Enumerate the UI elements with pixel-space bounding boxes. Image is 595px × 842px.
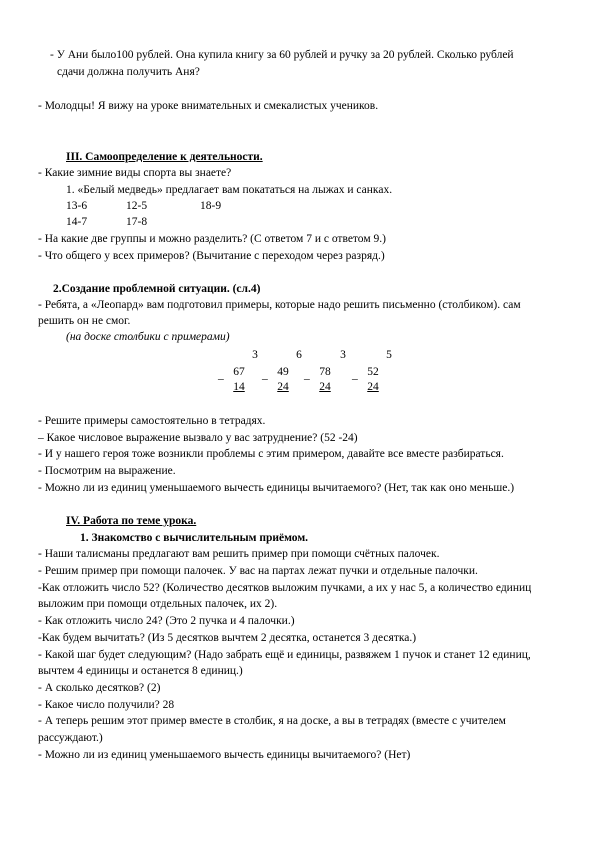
problem-line-solve: - Решите примеры самостоятельно в тетрадях. <box>38 415 266 427</box>
answer-digit-3: 3 <box>340 349 346 361</box>
problem-line-hero: - И у нашего героя тоже возникли проблемы с этим примером, давайте все вместе разбираться. <box>38 448 504 460</box>
example-18-9: 18-9 <box>200 200 222 212</box>
problem-situation-line-1: - Ребята, а «Леопард» вам подготовил примеры, которые надо решить письменно (столбиком). сам <box>38 299 521 311</box>
minus-sign-3: _ <box>304 369 310 381</box>
section-4-heading: IV. Работа по теме урока. <box>66 515 197 527</box>
section-3-question-2: - На какие две группы и можно разделить? (С ответом 7 и с ответом 9.) <box>38 233 386 245</box>
subtrahend-4: 24 <box>367 381 379 393</box>
section-4-line-10: - Какое число получили? 28 <box>38 699 175 711</box>
board-note: (на доске столбики с примерами) <box>66 331 230 343</box>
section-3-paragraph-1: 1. «Белый медведь» предлагает вам покататься на лыжах и санках. <box>66 184 393 196</box>
example-12-5: 12-5 <box>126 200 148 212</box>
section-4-line-13: - Можно ли из единиц уменьшаемого вычесть единицы вычитаемого? (Нет) <box>38 749 411 761</box>
example-17-8: 17-8 <box>126 216 148 228</box>
answer-digit-2: 6 <box>296 349 302 361</box>
section-4-line-4: выложим при помощи отдельных палочек, их 2). <box>38 598 278 610</box>
minuend-3: 78 <box>319 366 331 378</box>
minus-sign-1: _ <box>218 369 224 381</box>
section-3-heading: III. Самоопределение к деятельности. <box>66 151 263 163</box>
section-4-line-1: - Наши талисманы предлагают вам решить пример при помощи счётных палочек. <box>38 548 440 560</box>
section-4-line-6: -Как будем вычитать? (Из 5 десятков вычтем 2 десятка, останется 3 десятка.) <box>38 632 417 644</box>
section-4-line-11: - А теперь решим этот пример вместе в столбик, я на доске, а вы в тетрадях (вместе с учителем <box>38 715 506 727</box>
section-3-question-3: - Что общего у всех примеров? (Вычитание с переходом через разряд.) <box>38 250 385 262</box>
problem-situation-line-2: решить он не смог. <box>38 315 131 327</box>
example-14-7: 14-7 <box>66 216 88 228</box>
minus-sign-2: _ <box>262 369 268 381</box>
section-4-line-9: - А сколько десятков? (2) <box>38 682 161 694</box>
example-13-6: 13-6 <box>66 200 88 212</box>
minus-sign-4: _ <box>352 369 358 381</box>
section-4-line-2: - Решим пример при помощи палочек. У вас на партах лежат пучки и отдельные палочки. <box>38 565 478 577</box>
section-4-line-3: -Как отложить число 52? (Количество десятков выложим пучками, а их у нас 5, а количество единиц <box>38 582 532 594</box>
subtrahend-2: 24 <box>277 381 289 393</box>
section-4-subheading: 1. Знакомство с вычислительным приёмом. <box>80 532 309 544</box>
section-4-line-12: рассуждают.) <box>38 732 103 744</box>
minuend-1: 67 <box>233 366 245 378</box>
section-4-line-5: - Как отложить число 24? (Это 2 пучка и 4 палочки.) <box>38 615 295 627</box>
minuend-4: 52 <box>367 366 379 378</box>
praise-line: - Молодцы! Я вижу на уроке внимательных и смекалистых учеников. <box>38 100 379 112</box>
subtrahend-1: 14 <box>233 381 245 393</box>
section-3-question-1: - Какие зимние виды спорта вы знаете? <box>38 167 232 179</box>
problem-line-look: - Посмотрим на выражение. <box>38 465 176 477</box>
problem-line-question: - Можно ли из единиц уменьшаемого вычесть единицы вычитаемого? (Нет, так как оно меньше.) <box>38 482 515 494</box>
problem-situation-heading: 2.Создание проблемной ситуации. (сл.4) <box>53 283 261 295</box>
problem-line-difficulty: – Какое числовое выражение вызвало у вас затруднение? (52 -24) <box>38 432 358 444</box>
section-4-line-7: - Какой шаг будет следующим? (Надо забрать ещё и единицы, развяжем 1 пучок и станет 12 единиц, <box>38 649 531 661</box>
subtrahend-3: 24 <box>319 381 331 393</box>
answer-digit-1: 3 <box>252 349 258 361</box>
section-4-line-8: вычтем 4 единицы и останется 8 единиц.) <box>38 665 243 677</box>
problem-line-2: сдачи должна получить Аня? <box>57 66 200 78</box>
minuend-2: 49 <box>277 366 289 378</box>
problem-line-1: - У Ани было100 рублей. Она купила книгу за 60 рублей и ручку за 20 рублей. Сколько рублей <box>50 49 514 61</box>
answer-digit-4: 5 <box>386 349 392 361</box>
